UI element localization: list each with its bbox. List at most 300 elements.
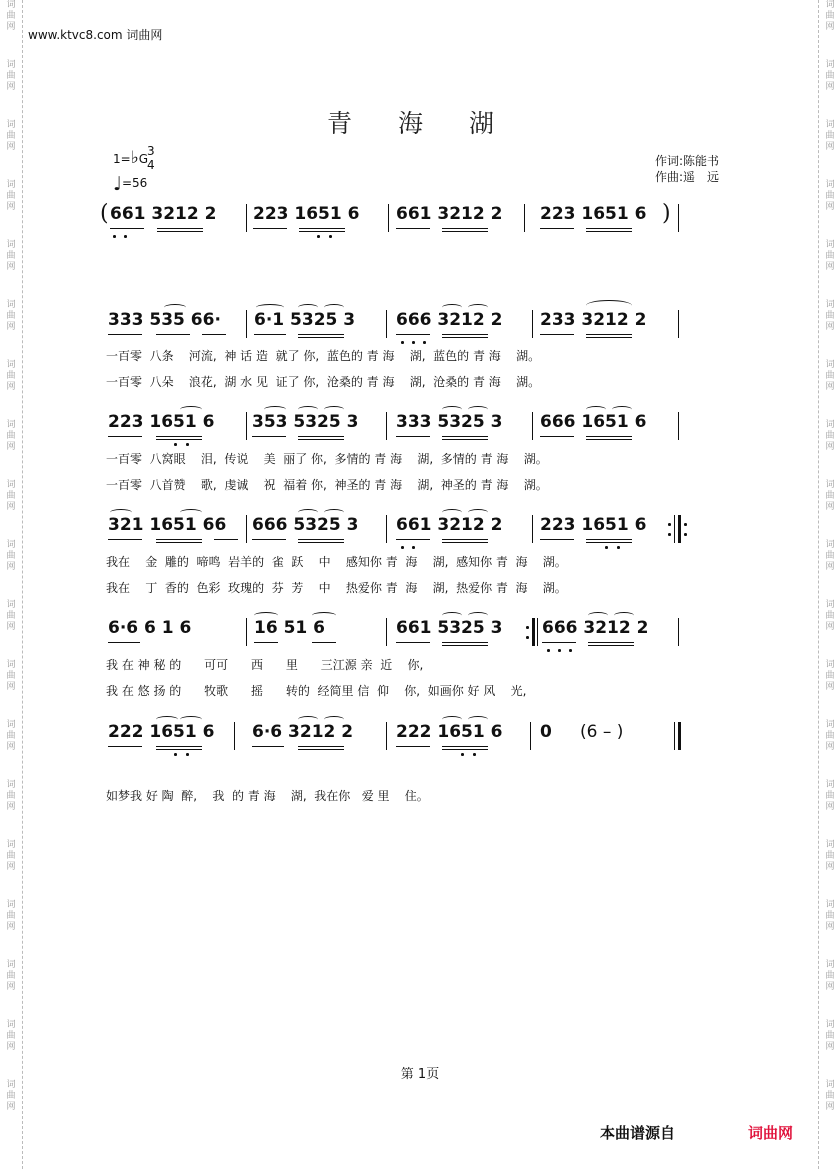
watermark-char: 词 xyxy=(825,180,835,190)
beam xyxy=(252,746,284,747)
slur xyxy=(442,612,462,619)
slur xyxy=(586,300,632,311)
measure: 333 535 66· xyxy=(108,310,221,330)
low-octave-dot xyxy=(461,753,464,756)
beam xyxy=(396,642,430,643)
slur xyxy=(312,612,336,619)
barline xyxy=(246,412,247,440)
watermark-char: 曲 xyxy=(6,431,16,441)
watermark-char: 词 xyxy=(6,600,16,610)
watermark-group xyxy=(6,960,15,1020)
beam xyxy=(156,439,202,440)
watermark-char: 曲 xyxy=(6,911,16,921)
measure: 661 3212 2 xyxy=(396,204,503,224)
beam xyxy=(442,642,488,643)
watermark-char: 词 xyxy=(825,900,835,910)
measure: 223 1651 6 xyxy=(253,204,360,224)
intro-open-paren: ( xyxy=(100,201,109,226)
lyric-line: 如梦我 好 陶 醉, 我 的 青 海 湖, 我在你 爱 里 住。 xyxy=(106,789,429,803)
watermark-group xyxy=(6,600,15,660)
barline xyxy=(532,310,533,338)
score-line-5 xyxy=(100,722,700,768)
beam xyxy=(586,337,632,338)
watermark-char: 网 xyxy=(825,742,835,752)
beam xyxy=(298,334,344,335)
watermark-char: 网 xyxy=(6,202,16,212)
key-prefix: 1= xyxy=(113,152,131,166)
beam xyxy=(254,642,278,643)
watermark-char: 曲 xyxy=(6,1031,16,1041)
low-octave-dot xyxy=(412,546,415,549)
watermark-char: 词 xyxy=(825,960,835,970)
beam xyxy=(298,542,344,543)
watermark-char: 曲 xyxy=(6,611,16,621)
watermark-char: 词 xyxy=(825,1080,835,1090)
barline xyxy=(246,515,247,543)
watermark-group xyxy=(6,540,15,600)
slur xyxy=(110,509,132,516)
credits xyxy=(655,153,719,185)
beam xyxy=(312,642,336,643)
watermark-char: 曲 xyxy=(6,251,16,261)
watermark-char: 词 xyxy=(825,420,835,430)
watermark-char: 网 xyxy=(6,922,16,932)
barline xyxy=(388,204,389,232)
watermark-char: 网 xyxy=(6,1042,16,1052)
watermark-char: 网 xyxy=(6,382,16,392)
slur xyxy=(298,406,318,413)
slur xyxy=(180,509,202,516)
beam xyxy=(156,749,202,750)
watermark-group xyxy=(825,900,834,960)
measure: 666 3212 2 xyxy=(542,618,649,638)
watermark-group xyxy=(6,900,15,960)
slur xyxy=(156,716,178,723)
watermark-char: 词 xyxy=(6,420,16,430)
measure: 0 xyxy=(540,722,552,742)
low-octave-dot xyxy=(329,235,332,238)
watermark-char: 词 xyxy=(6,1020,16,1030)
repeat-dot xyxy=(668,533,671,536)
beam xyxy=(252,436,286,437)
measure: (6 – ) xyxy=(580,722,624,742)
measure: 666 1651 6 xyxy=(540,412,647,432)
repeat-barline xyxy=(537,618,538,646)
watermark-group xyxy=(825,660,834,720)
repeat-dot xyxy=(684,523,687,526)
measure: 222 1651 6 xyxy=(108,722,215,742)
slur xyxy=(180,716,202,723)
beam xyxy=(108,334,142,335)
key-note: G xyxy=(138,152,149,166)
watermark-char: 曲 xyxy=(825,1091,835,1101)
beam xyxy=(442,231,488,232)
low-octave-dot xyxy=(174,443,177,446)
watermark-group xyxy=(6,720,15,780)
watermark-char: 网 xyxy=(6,562,16,572)
barline xyxy=(678,618,679,646)
slur xyxy=(442,509,462,516)
slur xyxy=(614,612,634,619)
beam xyxy=(156,542,202,543)
watermark-char: 词 xyxy=(825,0,835,10)
slur xyxy=(298,509,318,516)
lyric-line: 一百零 八窝眼 泪, 传说 美 丽了 你, 多情的 青 海 湖, 多情的 青 海 湖。 xyxy=(106,452,548,466)
measure: 661 3212 2 xyxy=(396,515,503,535)
beam xyxy=(442,228,488,229)
watermark-char: 网 xyxy=(825,562,835,572)
watermark-char: 词 xyxy=(825,720,835,730)
watermark-group xyxy=(6,0,15,60)
slur xyxy=(324,304,344,311)
watermark-char: 曲 xyxy=(6,491,16,501)
repeat-dot xyxy=(526,626,529,629)
source-logo[interactable]: 词曲网 xyxy=(748,1124,794,1142)
slur xyxy=(298,304,318,311)
final-barline xyxy=(674,722,675,750)
barline xyxy=(386,618,387,646)
beam xyxy=(299,228,345,229)
measure: 16 51 6 xyxy=(254,618,325,638)
watermark-char: 曲 xyxy=(825,971,835,981)
tempo-marking xyxy=(113,173,147,195)
watermark-group xyxy=(825,180,834,240)
watermark-char: 曲 xyxy=(6,671,16,681)
beam xyxy=(442,542,488,543)
measure: 6·6 6 1 6 xyxy=(108,618,192,638)
measure: 223 1651 6 xyxy=(540,204,647,224)
watermark-char: 网 xyxy=(825,262,835,272)
beam xyxy=(442,749,488,750)
watermark-char: 曲 xyxy=(6,11,16,21)
beam xyxy=(542,642,576,643)
low-octave-dot xyxy=(401,341,404,344)
flat-sign: ♭ xyxy=(130,148,139,168)
watermark-char: 曲 xyxy=(825,371,835,381)
low-octave-dot xyxy=(558,649,561,652)
page-number: 第 1页 xyxy=(400,1067,440,1082)
repeat-dot xyxy=(668,523,671,526)
watermark-char: 词 xyxy=(825,240,835,250)
watermark-char: 曲 xyxy=(6,791,16,801)
watermark-char: 词 xyxy=(825,540,835,550)
watermark-char: 网 xyxy=(825,202,835,212)
watermark-group xyxy=(825,780,834,840)
watermark-group xyxy=(6,1080,15,1140)
watermark-char: 词 xyxy=(825,780,835,790)
watermark-char: 词 xyxy=(6,960,16,970)
watermark-char: 曲 xyxy=(825,671,835,681)
watermark-group xyxy=(6,240,15,300)
repeat-barline-thick xyxy=(532,618,535,646)
watermark-group xyxy=(825,1080,834,1140)
beam xyxy=(396,436,430,437)
slur xyxy=(468,406,488,413)
repeat-barline xyxy=(674,515,675,543)
low-octave-dot xyxy=(401,546,404,549)
watermark-char: 网 xyxy=(825,1102,835,1112)
watermark-char: 网 xyxy=(825,802,835,812)
watermark-char: 网 xyxy=(825,502,835,512)
beam xyxy=(110,228,144,229)
slur xyxy=(442,716,462,723)
beam xyxy=(396,539,430,540)
slur xyxy=(588,612,608,619)
watermark-group xyxy=(6,360,15,420)
slur xyxy=(324,406,344,413)
watermark-char: 词 xyxy=(6,360,16,370)
beam xyxy=(540,228,574,229)
watermark-char: 曲 xyxy=(825,611,835,621)
low-octave-dot xyxy=(412,341,415,344)
watermark-char: 词 xyxy=(825,60,835,70)
beam xyxy=(298,539,344,540)
watermark-char: 词 xyxy=(6,0,16,10)
watermark-group xyxy=(825,300,834,360)
watermark-char: 曲 xyxy=(6,71,16,81)
page-edge-right xyxy=(818,0,819,1169)
beam xyxy=(540,539,574,540)
watermark-char: 词 xyxy=(825,300,835,310)
beam xyxy=(586,334,632,335)
low-octave-dot xyxy=(569,649,572,652)
beam xyxy=(298,746,344,747)
lyric-line: 我在 金 雕的 啼鸣 岩羊的 雀 跃 中 感知你 青 海 湖, 感知你 青 海 湖。 xyxy=(106,555,567,569)
beam xyxy=(157,231,203,232)
watermark-char: 词 xyxy=(6,660,16,670)
repeat-dot xyxy=(684,533,687,536)
measure: 223 1651 6 xyxy=(108,412,215,432)
beam xyxy=(442,337,488,338)
repeat-dot xyxy=(526,636,529,639)
watermark-group xyxy=(825,0,834,60)
watermark-group xyxy=(825,240,834,300)
watermark-char: 网 xyxy=(825,142,835,152)
watermark-column-right xyxy=(822,0,838,1140)
barline xyxy=(532,515,533,543)
low-octave-dot xyxy=(423,341,426,344)
watermark-char: 曲 xyxy=(825,1031,835,1041)
watermark-char: 网 xyxy=(6,622,16,632)
beam xyxy=(442,746,488,747)
slur xyxy=(442,406,462,413)
watermark-char: 词 xyxy=(6,720,16,730)
slur xyxy=(324,716,344,723)
watermark-char: 曲 xyxy=(825,251,835,261)
lyric-line: 我在 丁 香的 色彩 玫瑰的 芬 芳 中 热爱你 青 海 湖, 热爱你 青 海 湖。 xyxy=(106,581,567,595)
slur xyxy=(442,304,462,311)
beam xyxy=(442,645,488,646)
time-sig-top: 3 xyxy=(147,144,155,158)
barline xyxy=(386,310,387,338)
beam xyxy=(586,436,632,437)
watermark-char: 词 xyxy=(6,540,16,550)
watermark-group xyxy=(6,480,15,540)
low-octave-dot xyxy=(124,235,127,238)
watermark-char: 网 xyxy=(825,682,835,692)
measure: 661 3212 2 xyxy=(110,204,217,224)
watermark-char: 词 xyxy=(825,120,835,130)
slur xyxy=(164,304,186,311)
final-barline-thick xyxy=(678,722,681,750)
lyric-line: 一百零 八条 河流, 神 话 造 就了 你, 蓝色的 青 海 湖, 蓝色的 青 海 湖。 xyxy=(106,349,541,363)
beam xyxy=(156,436,202,437)
beam xyxy=(202,334,226,335)
barline xyxy=(386,515,387,543)
beam xyxy=(108,642,140,643)
barline xyxy=(246,618,247,646)
watermark-char: 网 xyxy=(6,862,16,872)
source-label: 本曲谱源自 xyxy=(600,1124,676,1142)
barline xyxy=(234,722,235,750)
slur xyxy=(468,304,488,311)
watermark-char: 词 xyxy=(825,480,835,490)
watermark-group xyxy=(6,420,15,480)
beam xyxy=(588,642,634,643)
slur xyxy=(254,612,278,619)
lyric-line: 我 在 悠 扬 的 牧歌 摇 转的 经简里 信 仰 你, 如画你 好 风 光, xyxy=(106,684,527,698)
beam xyxy=(156,334,190,335)
watermark-char: 曲 xyxy=(825,191,835,201)
slur xyxy=(298,716,318,723)
watermark-char: 词 xyxy=(825,840,835,850)
slur xyxy=(468,716,488,723)
slur xyxy=(180,406,202,413)
watermark-char: 网 xyxy=(6,262,16,272)
watermark-group xyxy=(825,480,834,540)
watermark-group xyxy=(6,300,15,360)
watermark-group xyxy=(6,780,15,840)
lyric-line: 一百零 八朵 浪花, 湖 水 见 证了 你, 沧桑的 青 海 湖, 沧桑的 青 海 湖。 xyxy=(106,375,541,389)
watermark-group xyxy=(825,420,834,480)
watermark-char: 词 xyxy=(825,360,835,370)
page-edge-left xyxy=(22,0,23,1169)
watermark-char: 词 xyxy=(6,60,16,70)
measure: 666 3212 2 xyxy=(396,310,503,330)
watermark-char: 曲 xyxy=(825,911,835,921)
beam xyxy=(396,228,430,229)
low-octave-dot xyxy=(317,235,320,238)
measure: 233 3212 2 xyxy=(540,310,647,330)
watermark-char: 网 xyxy=(6,502,16,512)
beam xyxy=(540,334,574,335)
watermark-char: 网 xyxy=(6,682,16,692)
watermark-char: 曲 xyxy=(825,71,835,81)
watermark-char: 网 xyxy=(825,922,835,932)
beam xyxy=(298,436,344,437)
barline xyxy=(246,310,247,338)
watermark-char: 词 xyxy=(825,600,835,610)
watermark-char: 曲 xyxy=(6,1091,16,1101)
barline xyxy=(524,204,525,232)
watermark-char: 曲 xyxy=(825,11,835,21)
watermark-char: 曲 xyxy=(825,731,835,741)
beam xyxy=(254,334,286,335)
watermark-char: 曲 xyxy=(6,371,16,381)
watermark-char: 曲 xyxy=(825,311,835,321)
watermark-char: 曲 xyxy=(825,131,835,141)
watermark-char: 网 xyxy=(825,82,835,92)
beam xyxy=(157,228,203,229)
watermark-group xyxy=(6,840,15,900)
lyric-line: 一百零 八首赞 歌, 虔诚 祝 福着 你, 神圣的 青 海 湖, 神圣的 青 海 湖。 xyxy=(106,478,548,492)
beam xyxy=(108,436,142,437)
watermark-char: 词 xyxy=(825,660,835,670)
barline xyxy=(532,412,533,440)
watermark-char: 网 xyxy=(6,142,16,152)
measure: 6·1 5325 3 xyxy=(254,310,356,330)
low-octave-dot xyxy=(605,546,608,549)
watermark-char: 曲 xyxy=(825,551,835,561)
beam xyxy=(396,746,430,747)
low-octave-dot xyxy=(617,546,620,549)
watermark-char: 网 xyxy=(825,442,835,452)
watermark-char: 网 xyxy=(825,382,835,392)
beam xyxy=(214,539,238,540)
watermark-char: 曲 xyxy=(825,431,835,441)
watermark-char: 网 xyxy=(6,1102,16,1112)
watermark-char: 曲 xyxy=(6,971,16,981)
measure: 333 5325 3 xyxy=(396,412,503,432)
watermark-char: 网 xyxy=(825,22,835,32)
watermark-char: 曲 xyxy=(825,491,835,501)
watermark-group xyxy=(825,960,834,1020)
beam xyxy=(298,439,344,440)
slur xyxy=(264,406,286,413)
watermark-char: 网 xyxy=(6,442,16,452)
watermark-char: 曲 xyxy=(825,791,835,801)
watermark-char: 网 xyxy=(825,982,835,992)
beam xyxy=(586,228,632,229)
watermark-char: 网 xyxy=(6,802,16,812)
watermark-char: 词 xyxy=(6,900,16,910)
watermark-char: 词 xyxy=(6,840,16,850)
score-line-intro xyxy=(100,201,700,250)
quarter-note-icon: ♩ xyxy=(113,173,122,195)
barline xyxy=(678,310,679,338)
beam xyxy=(299,231,345,232)
site-url[interactable]: www.ktvc8.com 词曲网 xyxy=(28,28,163,42)
watermark-group xyxy=(825,540,834,600)
watermark-char: 网 xyxy=(825,862,835,872)
beam xyxy=(442,334,488,335)
beam xyxy=(442,439,488,440)
beam xyxy=(586,231,632,232)
beam xyxy=(253,228,287,229)
lyricist: 作词:陈能书 xyxy=(655,154,720,168)
watermark-column-left xyxy=(3,0,19,1140)
beam xyxy=(396,334,430,335)
slur xyxy=(586,406,606,413)
barline xyxy=(678,412,679,440)
watermark-char: 词 xyxy=(825,1020,835,1030)
slur xyxy=(468,612,488,619)
beam xyxy=(586,539,632,540)
low-octave-dot xyxy=(113,235,116,238)
watermark-char: 网 xyxy=(6,982,16,992)
watermark-char: 曲 xyxy=(6,191,16,201)
beam xyxy=(108,746,142,747)
watermark-group xyxy=(825,720,834,780)
measure: 661 5325 3 xyxy=(396,618,503,638)
beam xyxy=(156,539,202,540)
song-title: 青 海 湖 xyxy=(327,109,513,138)
measure: 353 5325 3 xyxy=(252,412,359,432)
watermark-char: 曲 xyxy=(6,311,16,321)
beam xyxy=(540,436,574,437)
barline xyxy=(530,722,531,750)
time-signature xyxy=(147,144,155,172)
